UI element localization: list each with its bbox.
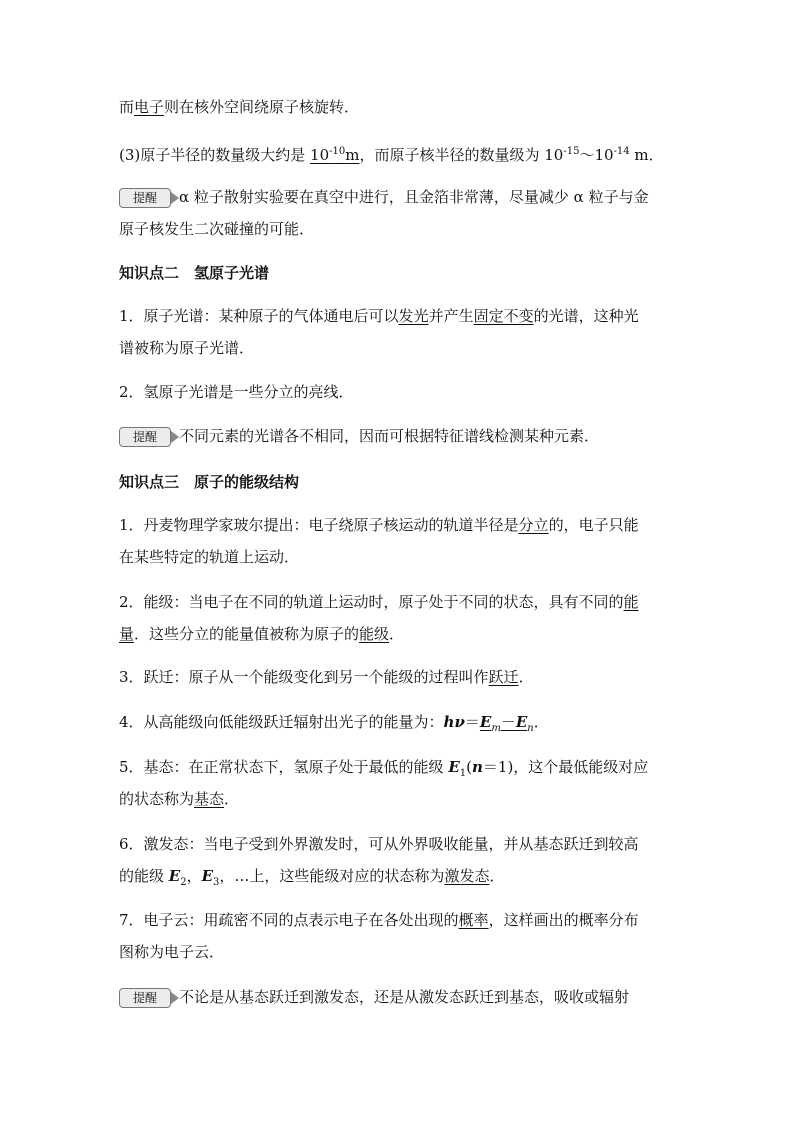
subscript: n [527,723,534,734]
text: ． [489,867,505,885]
underlined-term: 电子 [134,98,165,116]
text: 1．丹麦物理学家玻尔提出：电子绕原子核运动的轨道半径是 [119,516,519,534]
text-line [119,514,639,536]
text: 图称为电子云． [119,943,225,961]
underlined-term: 固定不变 [473,307,534,325]
tip-badge-icon: 提醒 [119,988,171,1008]
formula: n [472,758,483,776]
text: (3)原子半径的数量级大约是 [119,146,311,164]
underlined-term: 量 [119,625,135,643]
subscript: 1 [459,768,467,779]
text-line [119,546,299,568]
text: 原子核发生二次碰撞的可能． [119,220,315,238]
formula: E [168,867,181,885]
text: － [500,713,516,731]
text-line [119,833,639,855]
tip-line [119,986,629,1008]
text: ． [389,625,405,643]
underlined-term: 分立 [518,516,549,534]
formula: E [448,758,460,776]
text: ( [466,758,472,776]
tip-line [119,186,649,208]
text: m． [629,146,664,164]
exponent: -15 [563,146,580,157]
tip-line [119,425,599,447]
underlined-term: 能 [623,593,639,611]
text: α 粒子散射实验要在真空中进行，且金箔非常薄，尽量减少 α 粒子与金 [179,188,649,206]
text-line [119,218,314,240]
text: 4．从高能级向低能级跃迁辐射出光子的能量为： [119,713,444,731]
text: ＝1)，这个最低能级对应 [482,758,649,776]
underlined-term: 激发态 [444,867,490,885]
text: 1．原子光谱：某种原子的气体通电后可以 [119,307,399,325]
subscript: m [491,723,501,734]
text: ， [186,867,202,885]
exponent: -14 [613,146,630,157]
text: 谱被称为原子光谱． [119,339,255,357]
formula: E [201,867,214,885]
section-heading: 知识点二 氢原子光谱 [119,264,270,282]
text: 7．电子云：用疏密不同的点表示电子在各处出现的 [119,911,459,929]
text-line [119,941,224,963]
subscript: 3 [213,877,220,888]
underlined-term: 能级 [359,625,390,643]
text: 3．跃迁：原子从一个能级变化到另一个能级的过程叫作 [119,668,489,686]
text-line [119,711,549,740]
text: 在某些特定的轨道上运动． [119,548,300,566]
formula: hν [443,713,465,731]
text-line [119,305,639,327]
text: ，…上，这些能级对应的状态称为 [219,867,445,885]
text-line [119,865,504,894]
underlined-value: $10^{-10}m$ [310,146,360,164]
text: 的光谱，这种光 [533,307,639,325]
text: 而 [119,98,135,116]
text-line [119,591,639,613]
underlined-term: 发光 [398,307,429,325]
text: 5．基态：在正常状态下，氢原子处于最低的能级 [119,758,449,776]
text: ＝ [464,713,480,731]
text-line [119,381,354,403]
tip-badge-icon: 提醒 [119,188,171,208]
unit: m [345,146,360,164]
text-line [119,623,404,645]
text: 2．氢原子光谱是一些分立的亮线． [119,383,354,401]
text: ，而原子核半径的数量级为 10 [359,146,564,164]
subscript: 2 [180,877,187,888]
text: ． [518,668,534,686]
text: 的，电子只能 [548,516,639,534]
text-line [119,909,639,931]
underlined-term: 概率 [458,911,489,929]
text: ，这样画出的概率分布 [488,911,639,929]
text: ． [533,713,549,731]
text: ． [224,790,240,808]
text: ～10 [579,146,614,164]
text: 的能级 [119,867,169,885]
text: ．这些分立的能量值被称为原子的 [134,625,360,643]
text: 则在核外空间绕原子核旋转． [164,98,360,116]
text-line [119,756,648,785]
section-heading: 知识点三 原子的能级结构 [119,473,300,491]
text: 并产生 [428,307,474,325]
text-line [119,666,534,688]
text-line [119,788,239,810]
text-line [119,337,254,359]
text: 的状态称为 [119,790,195,808]
text: 2．能级：当电子在不同的轨道上运动时，原子处于不同的状态，具有不同的 [119,593,624,611]
text: 6．激发态：当电子受到外界激发时，可从外界吸收能量，并从基态跃迁到较高 [119,835,639,853]
tip-badge-icon: 提醒 [119,427,171,447]
formula: E [479,713,492,731]
text: 不论是从基态跃迁到激发态，还是从激发态跃迁到基态，吸收或辐射 [179,988,630,1006]
text-line [119,141,664,166]
text: 不同元素的光谱各不相同，因而可根据特征谱线检测某种元素． [179,427,600,445]
underlined-term: 跃迁 [488,668,519,686]
underlined-term: 基态 [194,790,225,808]
exponent: -10 [329,146,346,157]
formula: E [515,713,528,731]
text-line [119,96,359,118]
